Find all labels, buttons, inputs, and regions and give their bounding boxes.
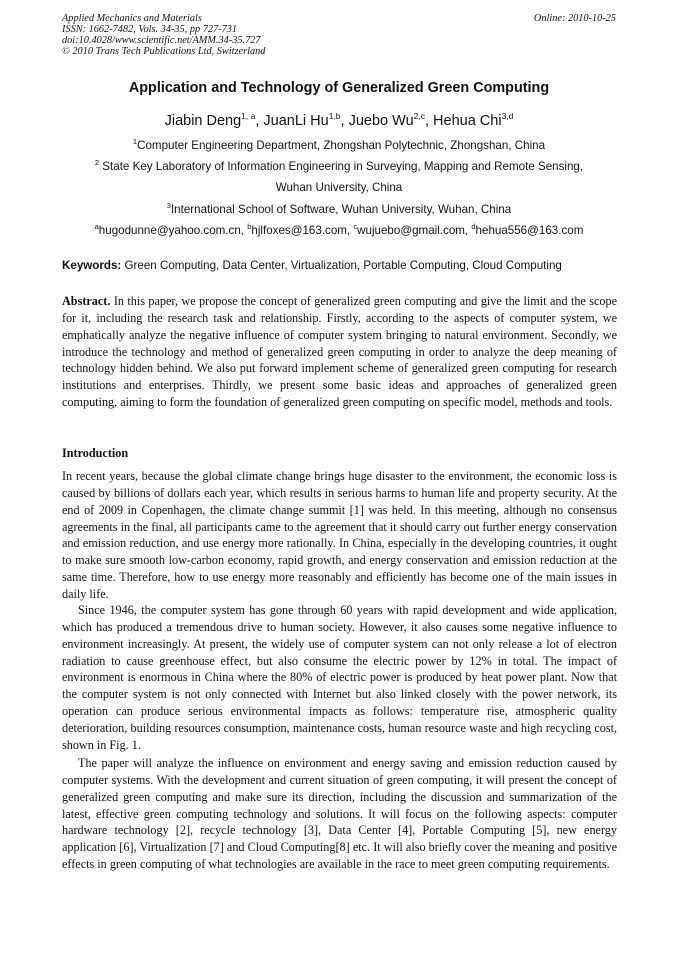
paper-title: Application and Technology of Generalized Green Computing [128, 80, 550, 96]
keywords [62, 259, 618, 272]
email: hugodunne@yahoo.com.cn, [98, 224, 248, 237]
affiliation-sup: 3 [166, 201, 171, 210]
affiliation-text: International School of Software, Wuhan University, Wuhan, China [170, 203, 512, 216]
journal-issn: ISSN: 1662-7482, Vols. 34-35, pp 727-731 [62, 24, 238, 35]
author-separator: , [340, 113, 349, 129]
journal-copyright: © 2010 Trans Tech Publications Ltd, Switzerland [62, 46, 266, 57]
email-list [0, 224, 678, 237]
author-sup: 3,d [501, 111, 514, 121]
abstract [62, 293, 617, 411]
affiliation-text: State Key Laboratory of Information Engineering in Surveying, Mapping and Remote Sensing, [99, 160, 584, 173]
email: hjlfoxes@163.com, [251, 224, 354, 237]
author-name: Juebo Wu [348, 113, 414, 129]
online-date: Online: 2010-10-25 [533, 13, 616, 24]
email-sup: a [94, 222, 99, 231]
keywords-text: Green Computing, Data Center, Virtualization, Portable Computing, Cloud Computing [121, 259, 562, 272]
affiliation-2-line-2: Wuhan University, China [275, 181, 403, 194]
abstract-label: Abstract. [62, 294, 111, 308]
email-sup: d [471, 222, 476, 231]
journal-name: Applied Mechanics and Materials [62, 13, 202, 24]
author-name: Jiabin Deng [164, 113, 242, 129]
affiliation-text: Computer Engineering Department, Zhongshan Polytechnic, Zhongshan, China [137, 139, 546, 152]
author-sup: 1,b [328, 111, 341, 121]
email-sup: c [353, 222, 358, 231]
affiliation-2 [0, 160, 678, 173]
author-name: JuanLi Hu [263, 113, 329, 129]
author-sup: 2,c [413, 111, 425, 121]
author-separator: , [255, 113, 264, 129]
author-list [0, 113, 678, 129]
intro-paragraph-3: The paper will analyze the influence on environment and energy saving and emission reduction caused by computer systems. With the development and current situation of green computing, it will present the concept of generalized green computing and make sure its direction, including the discussion and summarization of the latest, effective green computing technology and solutions. It will focus on the following aspects: computer hardware technology [2], recycle technology [3], Data Center [4], Portable Computing [5], new energy application [6], Virtualization [7] and Cloud Computing[8] etc. It will also briefly cover the meaning and positive effects in green computing of what technologies are available in the race to meet green computing requirements. [62, 756, 617, 872]
abstract-text: In this paper, we propose the concept of generalized green computing and give the limit and the scope for it, including the research task and relationship. Firstly, according to the aspects of computer system, we emphatically analyze the negative influence of computer system bringing to natural environment. Secondly, we introduce the technology and method of generalized green computing in order to analyze the deep meaning of technology hidden behind. We also put forward implement scheme of generalized green computing for research institutions and enterprises. Thirdly, we present some basic ideas and approaches of generalized green computing, aiming to form the foundation of generalized green computing on specific model, methods and tools. [62, 294, 617, 410]
email: wujuebo@gmail.com, [357, 224, 472, 237]
affiliation-3 [0, 203, 678, 216]
keywords-label: Keywords: [62, 259, 122, 272]
intro-paragraph-2: Since 1946, the computer system has gone through 60 years with rapid development and wide application, which has produced a tremendous drive to human society. However, it also causes some negative influence to environment increasingly. At present, the widely use of computer system can not only release a lot of electron radiation to cause greenhouse effect, but also consume the electric power by 12% in total. The impact of environment is enormous in China where the 80% of electric power is produced by heat power plant. Now that the computer system is not only connected with Internet but also linked closely with the power network, its operation can produce serious environmental impacts as follows: temperature rise, atmospheric quality deterioration, building resources consumption, maintenance costs, human resource waste and high recycling cost, shown in Fig. 1. [62, 603, 617, 752]
intro-paragraph-1: In recent years, because the global climate change brings huge disaster to the environment, the economic loss is caused by billions of dollars each year, which results in serious harms to human life and property security. At the end of 2009 in Copenhagen, the climate change summit [1] was held. In this meeting, although no consensus agreements in the final, all participants came to the agreement that it should carry out further energy conservation and emission reduction, and use energy more rationally. In China, especially in the developing countries, it ought to make sure smooth low-carbon economy, rapid growth, and energy conservation and emission reduction at the same time. Therefore, how to use energy more reasonably and efficiently has become one of the main issues in daily life. [62, 469, 617, 601]
affiliation-sup: 2 [94, 158, 100, 167]
author-separator: , [424, 113, 434, 129]
email: hehua556@163.com [475, 224, 584, 237]
affiliation-1 [0, 139, 678, 152]
author-sup: 1, a [241, 111, 256, 121]
section-heading-introduction: Introduction [62, 446, 129, 460]
journal-header [62, 13, 265, 57]
email-sup: b [247, 222, 252, 231]
journal-doi: doi:10.4028/www.scientific.net/AMM.34-35.727 [62, 35, 261, 46]
affiliation-sup: 1 [132, 137, 138, 146]
author-name: Hehua Chi [433, 113, 502, 129]
